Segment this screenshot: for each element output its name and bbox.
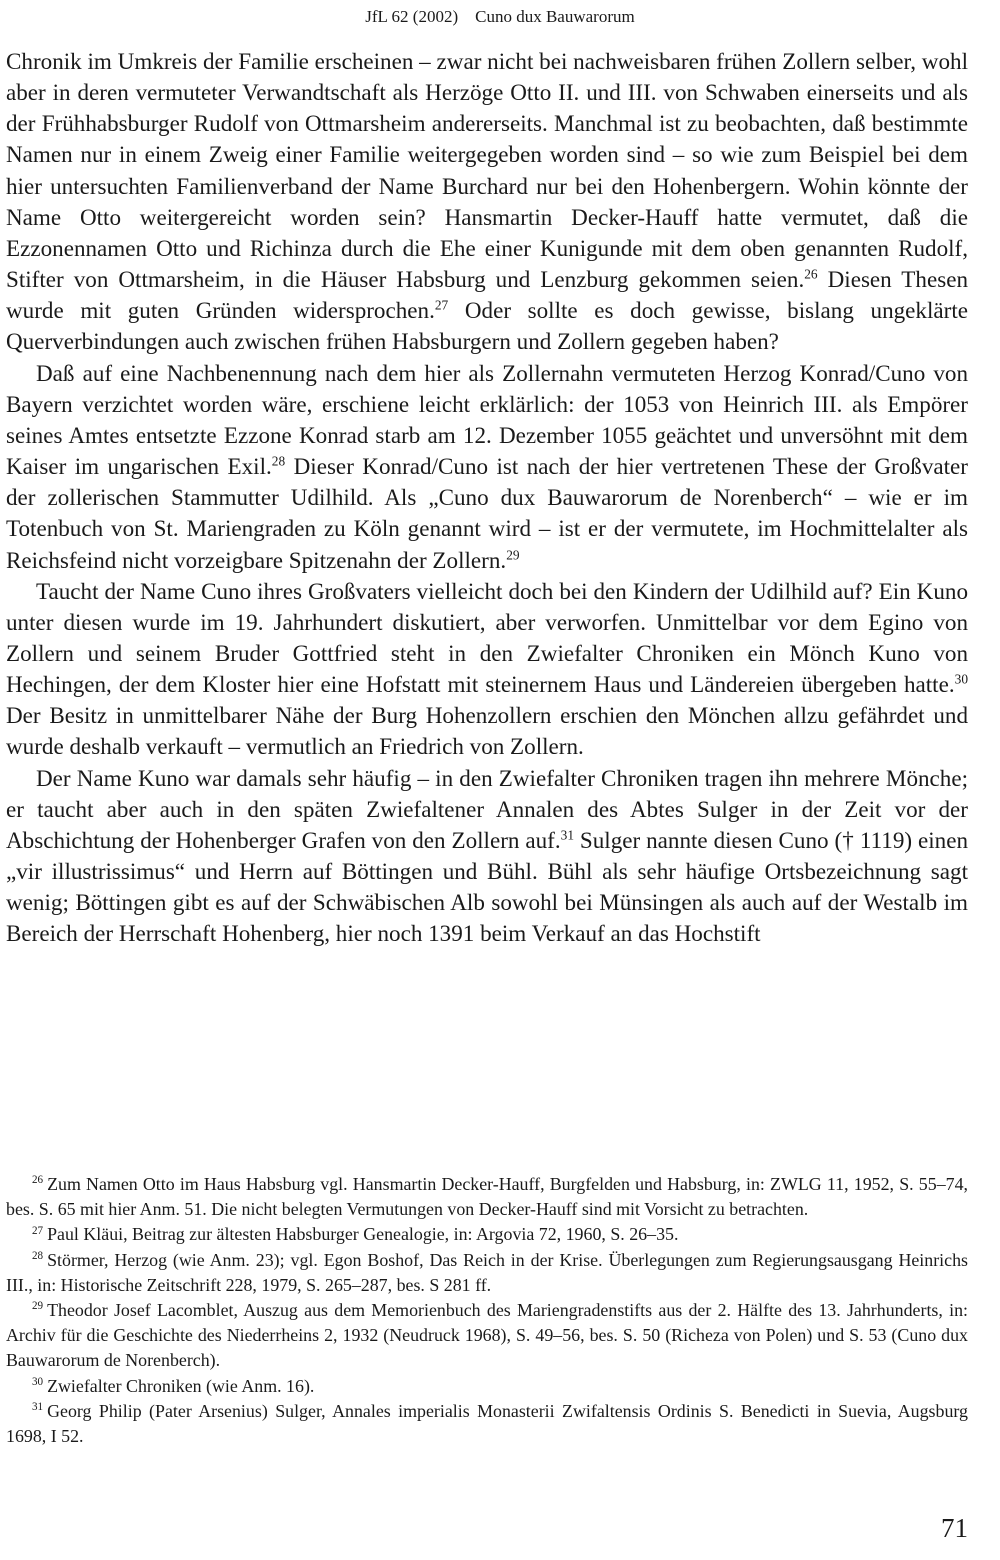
footnote-26 [6,1172,968,1222]
paragraph-1 [6,46,968,358]
paragraph-3 [6,576,968,763]
footnote-29 [6,1298,968,1374]
footnote-text: Paul Kläui, Beitrag zur ältesten Habsburger Genealogie, in: Argovia 72, 1960, S. 26–35. [47,1224,679,1245]
text-segment: Dieser Konrad/Cuno ist nach der hier vertretenen These der Großvater der zollerischen Stammutter Udilhild. Als „Cuno dux Bauwarorum de Norenberch“ – wie er im Totenbuch von St. Mariengraden zu Köln genannt wird – ist er der vermutete, im Hochmittelalter als Reichsfeind nicht vorzeigbare Spitzenahn der Zollern. [6,453,968,573]
footnote-ref-27[interactable]: 27 [434,297,449,313]
footnote-text: Zum Namen Otto im Haus Habsburg vgl. Hansmartin Decker-Hauff, Burgfelden und Habsburg, in: ZWLG 11, 1952, S. 55–74, bes. S. 65 mit hier Anm. 51. Die nicht belegten Vermutungen von Decker-Hauff sind mit Vorsicht zu betrachten. [6,1174,968,1220]
paragraph-4 [6,763,968,950]
paragraph-2 [6,358,968,576]
text-segment: Taucht der Name Cuno ihres Großvaters vielleicht doch bei den Kindern der Udilhild auf? Ein Kuno unter diesen wurde im 19. Jahrhundert diskutiert, aber verworfen. Unmittelbar vor dem Egino von Zollern und seinem Bruder Gottfried steht in den Zwiefalter Chroniken ein Mönch Kuno von Hechingen, der dem Kloster hier eine Hofstatt mit steinernem Haus und Ländereien übergeben hatte. [6,577,968,698]
footnote-text: Störmer, Herzog (wie Anm. 23); vgl. Egon Boshof, Das Reich in der Krise. Überlegungen zum Regierungsausgang Heinrichs III., in: Historische Zeitschrift 228, 1979, S. 265–287, bes. S 281 ff. [6,1249,968,1295]
text-segment: Chronik im Umkreis der Familie erscheinen – zwar nicht bei nachweisbaren frühen Zollern selber, wohl aber in deren vermuteter Verwandtschaft als Herzöge Otto II. und III. von Schwaben einerseits und als der Frühhabsburger Rudolf von Ottmarsheim andererseits. Manchmal ist zu beobachten, daß bestimmte Namen nur in einem Zweig einer Familie weitergegeben worden sind – so wie zum Beispiel bei dem hier untersuchten Familienverband der Name Burchard nur bei den Hohenbergern. Wohin könnte der Name Otto weitergereicht worden sein? Hansmartin Decker-Hauff hatte vermutet, daß die Ezzonennamen Otto und Richinza durch die Ehe einer Kunigunde mit dem oben genannten Rudolf, Stifter von Ottmarsheim, in die Häuser Habsburg und Lenzburg gekommen seien. [6,48,968,293]
footnote-ref-29[interactable]: 29 [506,547,520,563]
page-number: 71 [941,1513,968,1543]
footnote-number: 31 [32,1401,44,1414]
footnote-27 [6,1222,968,1247]
body-text [6,46,968,950]
text-segment: Der Besitz in unmittelbarer Nähe der Burg Hohenzollern erschien den Mönchen allzu gefährdet und wurde deshalb verkauft – vermutlich an Friedrich von Zollern. [6,702,968,760]
footnotes [6,1172,968,1449]
text-segment: Diesen Thesen wurde mit guten Gründen widersprochen. [6,266,968,324]
footnote-28 [6,1248,968,1298]
running-header: JfL 62 (2002) Cuno dux Bauwarorum [365,7,635,26]
footnote-ref-28[interactable]: 28 [271,453,286,469]
text-segment: Der Name Kuno war damals sehr häufig – in den Zwiefalter Chroniken tragen ihn mehrere Mönche; er taucht aber auch in den späten Zwiefaltener Annalen des Abtes Sulger in der Zeit vor der Abschichtung der Hohenberger Grafen von den Zollern auf. [6,764,968,853]
footnote-ref-31[interactable]: 31 [560,827,574,843]
footnote-text: Georg Philip (Pater Arsenius) Sulger, Annales imperialis Monasterii Zwifaltensis Ordinis S. Benedicti in Suevia, Augsburg 1698, I 52. [6,1400,968,1447]
footnote-number: 28 [32,1249,44,1262]
footnote-31 [6,1399,968,1449]
footnote-ref-30[interactable]: 30 [954,671,968,687]
text-segment: Oder sollte es doch gewisse, bislang ungeklärte Querverbindungen auch zwischen frühen Habsburgern und Zollern gegeben haben? [6,297,968,355]
footnote-text: Theodor Josef Lacomblet, Auszug aus dem Memorienbuch des Mariengradenstifts aus der 2. Hälfte des 13. Jahrhunderts, in: Archiv für die Geschichte des Niederrheins 2, 1932 (Neudruck 1968), S. 49–56, bes. S. 50 (Richeza von Polen) und S. 53 (Cuno dux Bauwarorum de Norenberch). [6,1300,968,1371]
footnote-number: 29 [32,1300,44,1313]
footnote-number: 26 [32,1174,44,1187]
text-segment: Sulger nannte diesen Cuno († 1119) einen „vir illustrissimus“ und Herrn auf Böttingen und Bühl. Bühl als sehr häufige Ortsbezeichnung sagt wenig; Böttingen gibt es auf der Schwäbischen Alb sowohl bei Münsingen als auch auf der Westalb im Bereich der Herrschaft Hohenberg, hier noch 1391 beim Verkauf an das Hochstift [6,826,968,947]
text-segment: Daß auf eine Nachbenennung nach dem hier als Zollernahn vermuteten Herzog Konrad/Cuno von Bayern verzichtet worden wäre, erschiene leicht erklärlich: der 1053 von Heinrich III. als Empörer seines Amtes entsetzte Ezzone Konrad starb am 12. Dezember 1055 geächtet und unversöhnt mit dem Kaiser im ungarischen Exil. [6,359,968,480]
footnote-text: Zwiefalter Chroniken (wie Anm. 16). [47,1375,315,1396]
footnote-30 [6,1374,968,1399]
footnote-number: 30 [32,1375,44,1388]
footnote-ref-26[interactable]: 26 [804,266,818,282]
footnote-number: 27 [32,1224,44,1237]
